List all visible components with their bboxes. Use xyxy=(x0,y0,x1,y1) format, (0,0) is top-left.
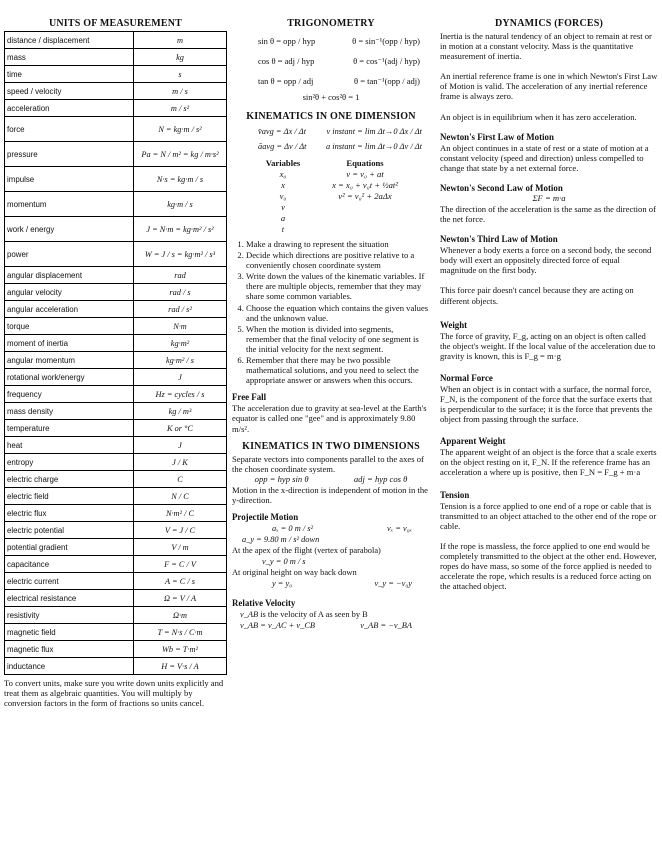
unit-cell: C xyxy=(134,471,227,488)
law3-title: Newton's Third Law of Motion xyxy=(440,234,558,245)
quantity-cell: inductance xyxy=(5,658,134,675)
var-item: x₀ xyxy=(279,169,287,179)
relvel-title: Relative Velocity xyxy=(232,597,296,608)
quantity-cell: angular velocity xyxy=(5,284,134,301)
weight-text: The force of gravity, F_g, acting on an object is often called the object's weight. If the local value of the acceleration due to gravity is known, this is F_g = m·g xyxy=(440,330,656,361)
units-row xyxy=(5,242,227,267)
unit-cell: J = N·m = kg·m² / s² xyxy=(134,217,227,242)
unit-cell: kg·m / s xyxy=(134,192,227,217)
ax-eq: aₓ = 0 m / s² xyxy=(272,523,314,533)
units-row xyxy=(5,624,227,641)
dynamics-column xyxy=(440,18,658,598)
units-row xyxy=(5,386,227,403)
quantity-cell: speed / velocity xyxy=(5,83,134,100)
step-item: 5. When the motion is divided into segments, remember that the final velocity of one segment is the initial velocity for the next segment. xyxy=(246,324,430,354)
quantity-cell: electric field xyxy=(5,488,134,505)
step-item: 6. Remember that there may be two possible mathematical solutions, and you need to select the appropriate answer or answers when this occurs. xyxy=(246,355,430,385)
quantity-cell: torque xyxy=(5,318,134,335)
unit-cell: J / K xyxy=(134,454,227,471)
quantity-cell: capacitance xyxy=(5,556,134,573)
quantity-cell: force xyxy=(5,117,134,142)
units-row xyxy=(5,167,227,192)
cos-def: cos θ = adj / hyp xyxy=(258,56,315,66)
units-row xyxy=(5,318,227,335)
projectile-block xyxy=(232,523,430,589)
freefall-text: The acceleration due to gravity at sea-level at the Earth's equator is called one "gee" and is approximately 9.80 m/s². xyxy=(232,403,427,434)
y-eq: y = y₀ xyxy=(272,578,293,588)
law2-title: Newton's Second Law of Motion xyxy=(440,182,563,193)
vy-apex-eq: v_y = 0 m / s xyxy=(262,556,306,566)
units-column xyxy=(4,18,227,709)
variables-header: Variables xyxy=(265,158,301,168)
quantity-cell: angular displacement xyxy=(5,267,134,284)
unit-cell: kg / m³ xyxy=(134,403,227,420)
inertial-frame-text: An inertial reference frame is one in which Newton's First Law of Motion is valid. The acceleration of any inertial reference frame is always zero. xyxy=(440,71,658,102)
tan-def: tan θ = opp / adj xyxy=(258,76,314,86)
unit-cell: rad / s xyxy=(134,284,227,301)
units-row xyxy=(5,66,227,83)
unit-cell: m / s xyxy=(134,83,227,100)
vx-eq: vₓ = v₀ₓ xyxy=(387,523,412,533)
units-row xyxy=(5,83,227,100)
quantity-cell: electrical resistance xyxy=(5,590,134,607)
units-row xyxy=(5,192,227,217)
normal-text: When an object is in contact with a surface, the normal force, F_N, is the component of the force that the surface exerts that is perpendicular to the surface; it is the force that prevents the object from passing through the surface. xyxy=(440,383,653,425)
unit-cell: H = V·s / A xyxy=(134,658,227,675)
equilibrium-text: An object is in equilibrium when it has zero acceleration. xyxy=(440,111,637,122)
unit-cell: F = C / V xyxy=(134,556,227,573)
unit-cell: kg·m² xyxy=(134,335,227,352)
var-item: t xyxy=(281,224,285,234)
units-row xyxy=(5,573,227,590)
tension-text2: If the rope is massless, the force applied to one end would be completely transmitted to the object at the other end. However, ropes do have mass, so some of the force applied is needed to accelerate the rope, which results is a reduced force acting on the attached object. xyxy=(440,540,657,592)
quantity-cell: electric current xyxy=(5,573,134,590)
kin1d-velocity-row xyxy=(232,124,430,139)
unit-cell: J xyxy=(134,369,227,386)
var-item: v₀ xyxy=(279,191,287,201)
unit-cell: rad / s² xyxy=(134,301,227,318)
units-row xyxy=(5,590,227,607)
units-row xyxy=(5,488,227,505)
apparent-title: Apparent Weight xyxy=(440,436,506,447)
units-row xyxy=(5,658,227,675)
unit-cell: K or °C xyxy=(134,420,227,437)
quantity-cell: impulse xyxy=(5,167,134,192)
unit-cell: N = kg·m / s² xyxy=(134,117,227,142)
unit-cell: Pa = N / m² = kg / m·s² xyxy=(134,142,227,167)
dynamics-title: DYNAMICS (FORCES) xyxy=(494,18,604,29)
avg-accel-eq: āavg = Δv / Δt xyxy=(258,142,307,151)
units-row xyxy=(5,100,227,117)
quantity-cell: rotational work/energy xyxy=(5,369,134,386)
units-row xyxy=(5,403,227,420)
quantity-cell: distance / displacement xyxy=(5,32,134,49)
tension-title: Tension xyxy=(440,489,470,500)
law2-equation: ΣF = m·a xyxy=(532,192,566,203)
law3-text: Whenever a body exerts a force on a second body, the second body will exert an oppositely directed force of equal magnitude on the first body. xyxy=(440,245,652,276)
inst-accel-eq: a instant = lim Δt→0 Δv / Δt xyxy=(325,142,422,151)
quantity-cell: work / energy xyxy=(5,217,134,242)
quantity-cell: angular momentum xyxy=(5,352,134,369)
apex-text: At the apex of the flight (vertex of parabola) xyxy=(232,545,381,555)
unit-cell: s xyxy=(134,66,227,83)
unit-cell: N·m² / C xyxy=(134,505,227,522)
equations-list xyxy=(310,158,420,235)
kin1d-vars-eqs xyxy=(232,158,430,235)
unit-cell: kg xyxy=(134,49,227,66)
unit-cell: m / s² xyxy=(134,100,227,117)
quantity-cell: moment of inertia xyxy=(5,335,134,352)
step-item: 3. Write down the values of the kinematic variables. If there are multiple objects, remember that they may share some common variables. xyxy=(246,271,430,301)
unit-cell: T = N·s / C·m xyxy=(134,624,227,641)
unit-cell: W = J / s = kg·m² / s³ xyxy=(134,242,227,267)
units-row xyxy=(5,641,227,658)
pythagorean-identity: sin²θ + cos²θ = 1 xyxy=(302,92,360,102)
trig-sin-row xyxy=(232,31,430,51)
units-row xyxy=(5,437,227,454)
equation-item: x = x₀ + v₀t + ½at² xyxy=(332,180,398,190)
tension-text: Tension is a force applied to one end of a rope or cable that is transmitted to an object attached to the other end of the rope or cable. xyxy=(440,500,657,531)
freefall-title: Free Fall xyxy=(232,392,267,403)
variables-list xyxy=(258,158,308,235)
quantity-cell: electric potential xyxy=(5,522,134,539)
orig-height-text: At original height on way back down xyxy=(232,567,357,577)
units-row xyxy=(5,454,227,471)
normal-title: Normal Force xyxy=(440,372,493,383)
law2-text: The direction of the acceleration is the same as the direction of the net force. xyxy=(440,203,656,225)
units-note: To convert units, make sure you write down units explicitly and treat them as algebraic quantities. You will multiply by conversion factors in the form of fractions so units cancel. xyxy=(4,678,224,709)
quantity-cell: heat xyxy=(5,437,134,454)
unit-cell: Ω·m xyxy=(134,607,227,624)
opp-component: opp = hyp sin θ xyxy=(254,473,309,484)
avg-velocity-eq: v̄avg = Δx / Δt xyxy=(258,127,307,136)
units-row xyxy=(5,335,227,352)
quantity-cell: momentum xyxy=(5,192,134,217)
quantity-cell: mass xyxy=(5,49,134,66)
units-row xyxy=(5,505,227,522)
quantity-cell: magnetic flux xyxy=(5,641,134,658)
units-row xyxy=(5,217,227,242)
kin2d-text: Separate vectors into components parallel to the axes of the chosen coordinate system. xyxy=(232,453,424,474)
kin2d-text2: Motion in the x-direction is independent of motion in the y-direction. xyxy=(232,484,428,505)
quantity-cell: electric charge xyxy=(5,471,134,488)
units-table xyxy=(4,31,227,675)
quantity-cell: power xyxy=(5,242,134,267)
unit-cell: kg·m² / s xyxy=(134,352,227,369)
law1-title: Newton's First Law of Motion xyxy=(440,131,554,142)
kin1d-accel-row xyxy=(232,139,430,154)
equations-header: Equations xyxy=(346,158,384,168)
kin2d-components xyxy=(232,474,430,485)
unit-cell: V / m xyxy=(134,539,227,556)
units-row xyxy=(5,522,227,539)
trig-kinematics-column xyxy=(232,18,430,631)
quantity-cell: electric flux xyxy=(5,505,134,522)
quantity-cell: entropy xyxy=(5,454,134,471)
units-row xyxy=(5,369,227,386)
ay-eq: a_y = 9.80 m / s² down xyxy=(242,534,320,544)
equation-item: v² = v₀² + 2aΔx xyxy=(338,191,392,201)
var-item: v xyxy=(281,202,285,212)
units-row xyxy=(5,49,227,66)
unit-cell: N·s = kg·m / s xyxy=(134,167,227,192)
units-row xyxy=(5,471,227,488)
kin1d-steps xyxy=(232,239,430,385)
units-row xyxy=(5,32,227,49)
units-row xyxy=(5,352,227,369)
inst-velocity-eq: v instant = lim Δt→0 Δx / Δt xyxy=(326,127,422,136)
units-row xyxy=(5,267,227,284)
projectile-title: Projectile Motion xyxy=(232,511,299,522)
unit-cell: Hz = cycles / s xyxy=(134,386,227,403)
unit-cell: J xyxy=(134,437,227,454)
quantity-cell: potential gradient xyxy=(5,539,134,556)
quantity-cell: pressure xyxy=(5,142,134,167)
relvel-neg-eq: v_AB = −v_BA xyxy=(360,620,412,630)
arccos-def: θ = cos⁻¹(adj / hyp) xyxy=(353,56,420,66)
quantity-cell: resistivity xyxy=(5,607,134,624)
law3-note: This force pair doesn't cancel because they are acting on different objects. xyxy=(440,285,634,306)
var-item: a xyxy=(280,213,286,223)
units-row xyxy=(5,539,227,556)
unit-cell: Ω = V / A xyxy=(134,590,227,607)
unit-cell: m xyxy=(134,32,227,49)
unit-cell: Wb = T·m² xyxy=(134,641,227,658)
quantity-cell: acceleration xyxy=(5,100,134,117)
weight-title: Weight xyxy=(440,319,468,330)
arctan-def: θ = tan⁻¹(opp / adj) xyxy=(354,76,420,86)
kin2d-title: KINEMATICS IN TWO DIMENSIONS xyxy=(242,440,420,452)
relvel-block xyxy=(232,609,430,631)
law1-text: An object continues in a state of rest or a state of motion at a constant velocity (speed and direction) unless compelled to change that state by a net external force. xyxy=(440,142,649,173)
vab-symbol: v_AB xyxy=(240,609,259,619)
relvel-sum-eq: v_AB = v_AC + v_CB xyxy=(240,620,316,630)
step-item: 1. Make a drawing to represent the situation xyxy=(246,239,430,249)
units-row xyxy=(5,556,227,573)
kin1d-title: KINEMATICS IN ONE DIMENSION xyxy=(246,111,416,122)
unit-cell: V = J / C xyxy=(134,522,227,539)
quantity-cell: temperature xyxy=(5,420,134,437)
sin-def: sin θ = opp / hyp xyxy=(258,36,316,46)
unit-cell: N / C xyxy=(134,488,227,505)
step-item: 2. Decide which directions are positive relative to a conveniently chosen coordinate system xyxy=(246,250,430,270)
units-row xyxy=(5,142,227,167)
units-row xyxy=(5,284,227,301)
trig-title: TRIGONOMETRY xyxy=(287,18,375,29)
quantity-cell: mass density xyxy=(5,403,134,420)
adj-component: adj = hyp cos θ xyxy=(353,473,408,484)
units-row xyxy=(5,117,227,142)
quantity-cell: frequency xyxy=(5,386,134,403)
equation-item: v = v₀ + at xyxy=(346,169,384,179)
quantity-cell: time xyxy=(5,66,134,83)
vab-definition: is the velocity of A as seen by B xyxy=(260,609,368,619)
quantity-cell: angular acceleration xyxy=(5,301,134,318)
units-row xyxy=(5,301,227,318)
unit-cell: N·m xyxy=(134,318,227,335)
quantity-cell: magnetic field xyxy=(5,624,134,641)
apparent-text: The apparent weight of an object is the force that a scale exerts on the object resting on it, F_N. If the reference frame has an acceleration a where up is positive, then F_N = F_g + m·a xyxy=(440,447,657,478)
trig-tan-row xyxy=(232,71,430,91)
units-row xyxy=(5,420,227,437)
step-item: 4. Choose the equation which contains the given values and the unknown value. xyxy=(246,303,430,323)
units-row xyxy=(5,607,227,624)
var-item: x xyxy=(281,180,285,190)
unit-cell: A = C / s xyxy=(134,573,227,590)
arcsin-def: θ = sin⁻¹(opp / hyp) xyxy=(352,36,420,46)
trig-equations xyxy=(232,31,430,103)
inertia-text: Inertia is the natural tendency of an object to remain at rest or in motion at a constant velocity. Mass is the quantitative measurement of inertia. xyxy=(440,31,652,62)
units-title: UNITS OF MEASUREMENT xyxy=(48,18,183,29)
vy-back-eq: v_y = −v₀y xyxy=(374,578,412,588)
unit-cell: rad xyxy=(134,267,227,284)
trig-cos-row xyxy=(232,51,430,71)
